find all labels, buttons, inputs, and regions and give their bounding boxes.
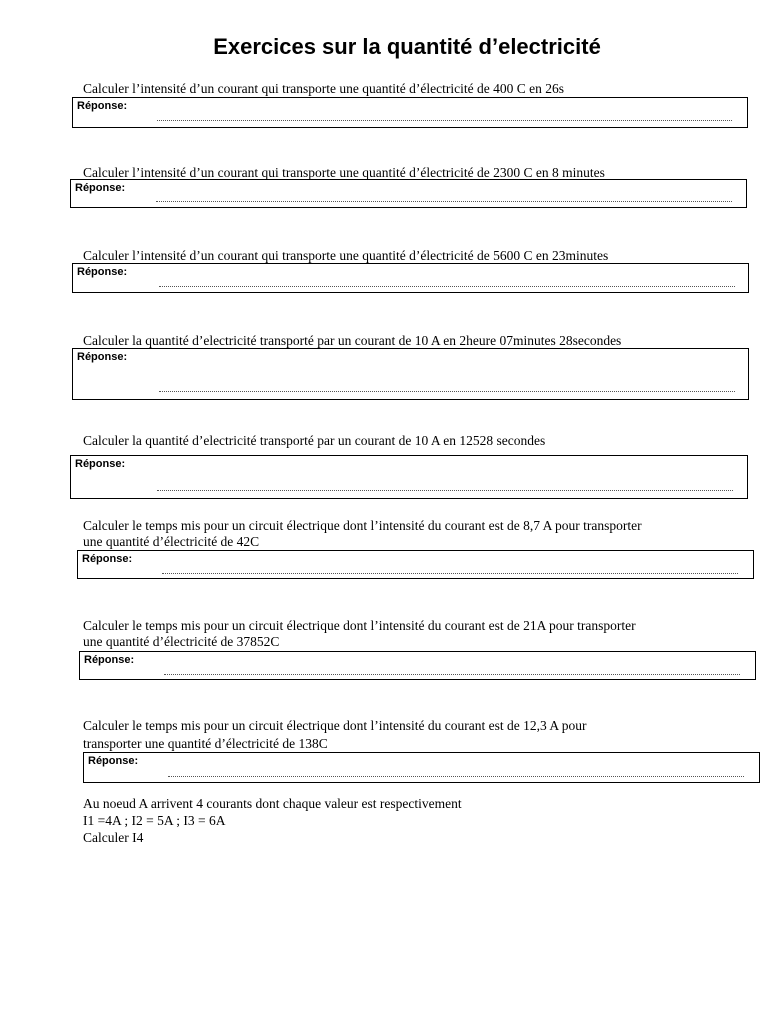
answer-line	[168, 776, 744, 777]
answer-box-5[interactable]	[70, 455, 748, 499]
question-4: Calculer la quantité d’electricité transporté par un courant de 10 A en 2heure 07minutes 28secondes	[83, 333, 622, 348]
answer-box-2[interactable]	[70, 179, 747, 208]
question-2: Calculer l’intensité d’un courant qui transporte une quantité d’électricité de 2300 C en 8 minutes	[83, 165, 605, 180]
answer-line	[159, 286, 735, 287]
final-exercise-line-3: Calculer I4	[83, 830, 144, 845]
answer-label: Réponse:	[77, 266, 128, 278]
answer-line	[164, 674, 740, 675]
question-5: Calculer la quantité d’electricité transporté par un courant de 10 A en 12528 secondes	[83, 433, 546, 448]
answer-label: Réponse:	[82, 553, 133, 565]
answer-label: Réponse:	[77, 351, 128, 363]
answer-box-4[interactable]	[72, 348, 749, 400]
final-exercise-line-1: Au noeud A arrivent 4 courants dont chaque valeur est respectivement	[83, 796, 462, 811]
question-6-line-1: Calculer le temps mis pour un circuit électrique dont l’intensité du courant est de 8,7 A pour transporter	[83, 518, 642, 533]
answer-box-1[interactable]	[72, 97, 748, 128]
question-3: Calculer l’intensité d’un courant qui transporte une quantité d’électricité de 5600 C en 23minutes	[83, 248, 609, 263]
answer-label: Réponse:	[75, 182, 126, 194]
answer-label: Réponse:	[84, 654, 135, 666]
question-6-line-2: une quantité d’électricité de 42C	[83, 534, 260, 549]
answer-label: Réponse:	[77, 100, 128, 112]
page-title: Exercices sur la quantité d’electricité	[213, 34, 601, 59]
answer-label: Réponse:	[75, 458, 126, 470]
answer-line	[156, 201, 732, 202]
answer-line	[157, 490, 733, 491]
answer-label: Réponse:	[88, 755, 139, 767]
answer-box-3[interactable]	[72, 263, 749, 293]
question-8-line-2: transporter une quantité d’électricité de 138C	[83, 736, 328, 751]
answer-box-7[interactable]	[79, 651, 756, 680]
question-8-line-1: Calculer le temps mis pour un circuit électrique dont l’intensité du courant est de 12,3 A pour	[83, 718, 587, 733]
answer-box-6[interactable]	[77, 550, 754, 579]
question-1: Calculer l’intensité d’un courant qui transporte une quantité d’électricité de 400 C en 26s	[83, 81, 564, 96]
answer-box-8[interactable]	[83, 752, 760, 783]
answer-line	[159, 391, 735, 392]
answer-line	[157, 120, 732, 121]
answer-line	[162, 573, 738, 574]
question-7-line-1: Calculer le temps mis pour un circuit électrique dont l’intensité du courant est de 21A pour transporter	[83, 618, 636, 633]
final-exercise-line-2: I1 =4A ; I2 = 5A ; I3 = 6A	[83, 813, 226, 828]
question-7-line-2: une quantité d’électricité de 37852C	[83, 634, 280, 649]
